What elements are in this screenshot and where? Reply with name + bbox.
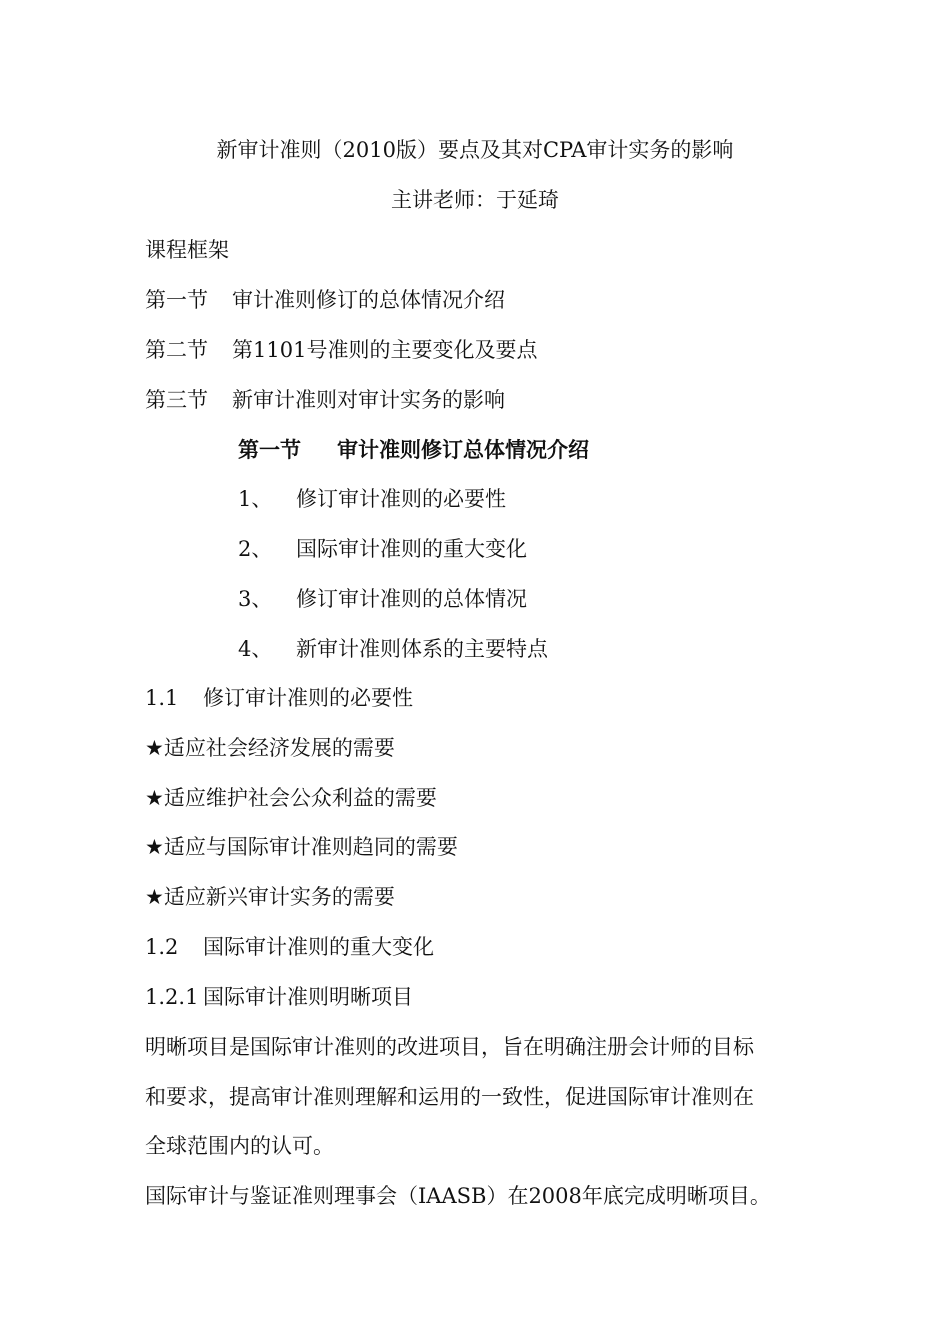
paragraph-line: 明晰项目是国际审计准则的改进项目，旨在明确注册会计师的目标 bbox=[145, 1035, 754, 1059]
framework-section: 第三节 bbox=[145, 388, 208, 412]
item-text: 修订审计准则的总体情况 bbox=[296, 587, 527, 611]
framework-text: 第1101号准则的主要变化及要点 bbox=[232, 338, 538, 362]
framework-heading: 课程框架 bbox=[145, 238, 229, 262]
star-icon: ★ bbox=[145, 786, 164, 810]
item-number: 4、 bbox=[238, 637, 273, 661]
section1-heading-num: 第一节 bbox=[238, 437, 301, 462]
speaker-line: 主讲老师：于延琦 bbox=[391, 188, 559, 212]
star-icon: ★ bbox=[145, 736, 164, 760]
subsection-text: 国际审计准则明晰项目 bbox=[203, 985, 413, 1009]
bullet-text: 适应社会经济发展的需要 bbox=[163, 736, 395, 760]
item-number: 2、 bbox=[238, 537, 273, 561]
bullet-text: 适应维护社会公众利益的需要 bbox=[163, 786, 437, 810]
subsection-number: 1.1 bbox=[145, 686, 179, 710]
subsection-1-1 bbox=[145, 683, 413, 713]
final-paragraph: 国际审计与鉴证准则理事会（IAASB）在2008年底完成明晰项目。 bbox=[145, 1184, 771, 1208]
subsection-text: 国际审计准则的重大变化 bbox=[203, 935, 434, 959]
section1-item bbox=[238, 584, 527, 614]
subsection-1-2-1 bbox=[145, 982, 413, 1012]
paragraph-line: 全球范围内的认可。 bbox=[145, 1134, 334, 1158]
item-number: 3、 bbox=[238, 587, 273, 611]
bullet-item bbox=[145, 832, 458, 862]
star-icon: ★ bbox=[145, 835, 164, 859]
star-icon: ★ bbox=[145, 885, 164, 909]
paragraph-line: 和要求，提高审计准则理解和运用的一致性，促进国际审计准则在 bbox=[145, 1085, 754, 1109]
bullet-item bbox=[145, 783, 437, 813]
framework-text: 新审计准则对审计实务的影响 bbox=[232, 388, 505, 412]
item-text: 国际审计准则的重大变化 bbox=[296, 537, 527, 561]
section1-item bbox=[238, 484, 506, 514]
bullet-item bbox=[145, 733, 395, 763]
framework-section: 第二节 bbox=[145, 338, 208, 362]
item-text: 修订审计准则的必要性 bbox=[296, 487, 506, 511]
subsection-number: 1.2 bbox=[145, 935, 179, 959]
subsection-number: 1.2.1 bbox=[145, 985, 199, 1009]
bullet-text: 适应与国际审计准则趋同的需要 bbox=[163, 835, 458, 859]
section1-item bbox=[238, 534, 527, 564]
bullet-item bbox=[145, 882, 395, 912]
framework-item bbox=[145, 385, 505, 415]
bullet-text: 适应新兴审计实务的需要 bbox=[163, 885, 395, 909]
section1-item bbox=[238, 634, 548, 664]
section1-heading bbox=[238, 435, 589, 465]
subsection-1-2 bbox=[145, 932, 434, 962]
framework-section: 第一节 bbox=[145, 288, 208, 312]
subsection-text: 修订审计准则的必要性 bbox=[203, 686, 413, 710]
framework-item bbox=[145, 285, 505, 315]
framework-item bbox=[145, 335, 537, 365]
framework-text: 审计准则修订的总体情况介绍 bbox=[232, 288, 505, 312]
section1-heading-text: 审计准则修订总体情况介绍 bbox=[337, 437, 589, 462]
document-title: 新审计准则（2010版）要点及其对CPA审计实务的影响 bbox=[216, 138, 734, 162]
item-text: 新审计准则体系的主要特点 bbox=[296, 637, 548, 661]
item-number: 1、 bbox=[238, 487, 273, 511]
